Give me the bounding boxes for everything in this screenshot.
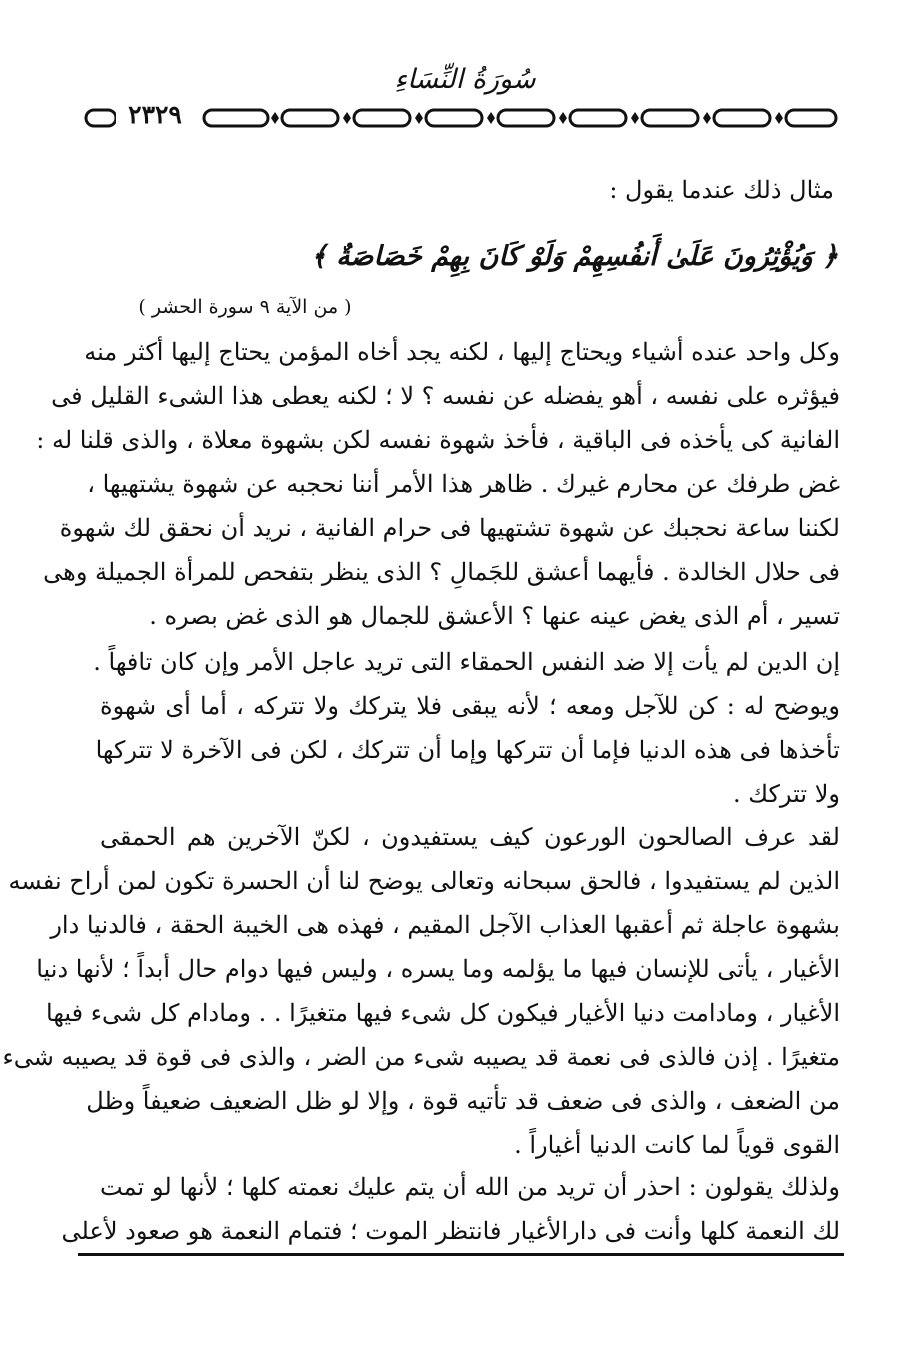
text-line: تسير ، أم الذى يغض عينه عنها ؟ الأعشق للجمال هو الذى غض بصره .: [149, 602, 840, 630]
quran-verse: [310, 228, 838, 284]
text-line: ولذلك يقولون : احذر أن تريد من الله أن يتم عليك نعمته كلها ؛ لأنها لو تمت: [100, 1173, 840, 1201]
surah-title: سُورَةُ النِّسَاءِ: [394, 64, 536, 95]
text-line: غض طرفك عن محارم غيرك . ظاهر هذا الأمر أننا نحجبه عن شهوة يشتهيها ،: [87, 470, 840, 498]
verse-source: ( من الآية ٩ سورة الحشر ): [138, 296, 352, 318]
verse-text: ﴿ وَيُؤْثِرُونَ عَلَىٰ أَنفُسِهِمْ وَلَوْ كَانَ بِهِمْ خَصَاصَةٌ ﴾: [310, 240, 838, 272]
text-line: ويوضح له : كن للآجل ومعه ؛ لأنه يبقى فلا يتركك ولا تتركه ، أما أى شهوة: [100, 692, 840, 720]
text-line: من الضعف ، والذى فى ضعف قد تأتيه قوة ، وإلا لو ظل الضعيف ضعيفاً وظل: [86, 1087, 840, 1115]
header-ornament-border: [82, 100, 842, 136]
page-number: ٢٣٢٩: [116, 95, 194, 135]
paragraph-4: [61, 1165, 840, 1253]
text-line: لك النعمة كلها وأنت فى دارالأغيار فانتظر الموت ؛ فتمام النعمة هو صعود لأعلى: [61, 1217, 840, 1245]
text-line: فى حلال الخالدة . فأيهما أعشق للجَمالِ ؟ الذى ينظر بتفحص للمرأة الجميلة وهى: [43, 558, 840, 586]
paragraph-3: [2, 815, 840, 1167]
text-line: متغيرًا . إذن فالذى فى نعمة قد يصيبه شىء من الضر ، والذى فى قوة قد يصيبه شىء: [2, 1043, 840, 1071]
footer-divider: [78, 1253, 844, 1256]
text-line: فيؤثره على نفسه ، أهو يفضله عن نفسه ؟ لا ؛ لكنه يعطى هذا الشىء القليل فى: [51, 382, 840, 410]
text-line: الذين لم يستفيدوا ، فالحق سبحانه وتعالى يوضح لنا أن الحسرة تكون لمن أراح نفسه: [8, 867, 840, 895]
text-line: ولا تتركك .: [733, 780, 840, 808]
text-line: لقد عرف الصالحون الورعون كيف يستفيدون ، لكنّ الآخرين هم الحمقى: [100, 823, 840, 851]
paragraph-1: [36, 330, 840, 638]
text-line: القوى قوياً لما كانت الدنيا أغياراً .: [514, 1131, 840, 1159]
text-line: الأغيار ، يأتى للإنسان فيها ما يؤلمه وما يسره ، وليس فيها دوام حال أبداً ؛ لأنها دنيا: [36, 955, 840, 983]
text-line: وكل واحد عنده أشياء ويحتاج إليها ، لكنه يجد أخاه المؤمن يحتاج إليها أكثر منه: [84, 338, 840, 366]
text-line: تأخذها فى هذه الدنيا فإما أن تتركها وإما أن تتركك ، لكن فى الآخرة لا تتركها: [95, 736, 840, 764]
text-line: لكننا ساعة نحجبك عن شهوة تشتهيها فى حرام الفانية ، نريد أن نحقق لك شهوة: [59, 514, 840, 542]
text-line: الأغيار ، ومادامت دنيا الأغيار فيكون كل شىء فيها متغيرًا . . ومادام كل شىء فيها: [46, 999, 840, 1027]
text-line: بشهوة عاجلة ثم أعقبها العذاب الآجل المقيم ، فهذه هى الخيبة الحقة ، فالدنيا دار: [50, 911, 840, 939]
paragraph-2: [93, 640, 840, 816]
text-line: إن الدين لم يأت إلا ضد النفس الحمقاء التى تريد عاجل الأمر وإن كان تافهاً .: [93, 648, 840, 676]
intro-line: مثال ذلك عندما يقول :: [609, 176, 834, 204]
text-line: الفانية كى يأخذه فى الباقية ، فأخذ شهوة نفسه لكن بشهوة معلاة ، والذى قلنا له :: [36, 426, 840, 454]
